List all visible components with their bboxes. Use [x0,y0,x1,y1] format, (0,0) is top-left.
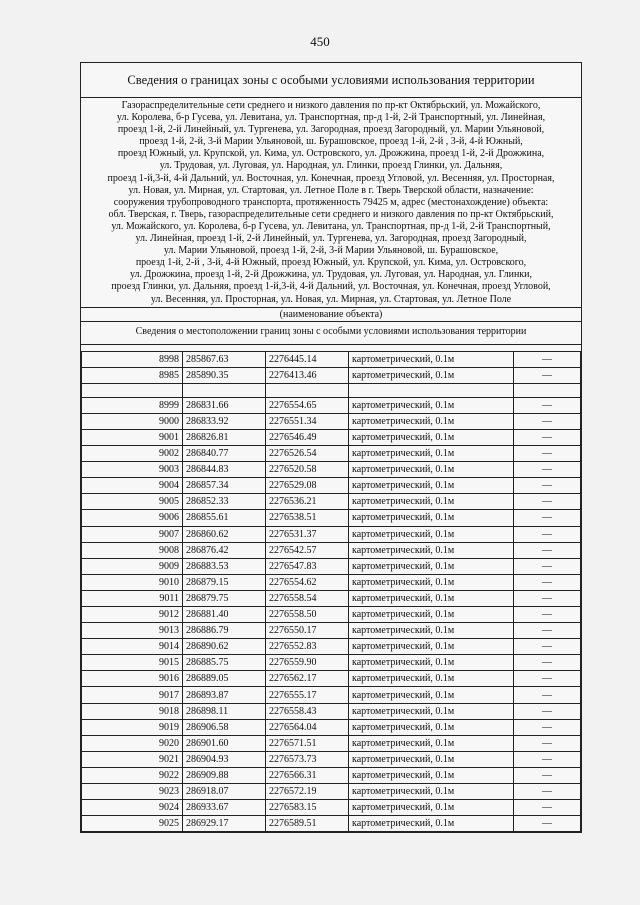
x-coordinate-cell: 286879.15 [183,574,266,590]
accuracy-cell: — [514,542,581,558]
description-line: проезд 1-й, 2-й, 3-й Марии Ульяновой, ш. Бурашовское, проезд 1-й, 2-й , 3-й, 4-й Южный, [139,136,523,148]
point-number-cell: 9007 [82,526,183,542]
point-number-cell: 9016 [82,671,183,687]
x-coordinate-cell: 286885.75 [183,655,266,671]
point-number-cell: 9001 [82,429,183,445]
y-coordinate-cell: 2276552.83 [266,639,349,655]
point-number-cell: 9011 [82,590,183,606]
table-row [82,397,581,413]
method-cell: картометрический, 0.1м [349,526,514,542]
method-cell: картометрический, 0.1м [349,397,514,413]
y-coordinate-cell: 2276546.49 [266,429,349,445]
x-coordinate-cell: 286860.62 [183,526,266,542]
document-frame [80,62,582,833]
method-cell: картометрический, 0.1м [349,462,514,478]
y-coordinate-cell: 2276531.37 [266,526,349,542]
table-row [82,574,581,590]
x-coordinate-cell: 286901.60 [183,735,266,751]
accuracy-cell: — [514,735,581,751]
x-coordinate-cell: 286886.79 [183,623,266,639]
accuracy-cell: — [514,367,581,383]
table-row [82,510,581,526]
method-cell: картометрический, 0.1м [349,446,514,462]
x-coordinate-cell: 286898.11 [183,703,266,719]
document-title: Сведения о границах зоны с особыми условиями использования территории [81,63,581,98]
y-coordinate-cell: 2276572.19 [266,784,349,800]
point-number-cell: 9018 [82,703,183,719]
method-cell: картометрический, 0.1м [349,590,514,606]
table-row [82,446,581,462]
point-number-cell: 9003 [82,462,183,478]
y-coordinate-cell: 2276551.34 [266,413,349,429]
x-coordinate-cell: 286929.17 [183,816,266,832]
description-line: обл. Тверская, г. Тверь, газораспределительные сети среднего и низкого давления по пр-кт Октябрьский, [108,208,554,220]
table-row [82,542,581,558]
x-coordinate-cell: 286840.77 [183,446,266,462]
method-cell: картометрический, 0.1м [349,367,514,383]
point-number-cell: 9012 [82,607,183,623]
method-cell: картометрический, 0.1м [349,687,514,703]
x-coordinate-cell: 286893.87 [183,687,266,703]
accuracy-cell: — [514,703,581,719]
x-coordinate-cell: 286844.83 [183,462,266,478]
y-coordinate-cell: 2276529.08 [266,478,349,494]
point-number-cell: 9014 [82,639,183,655]
accuracy-cell: — [514,655,581,671]
method-cell: картометрический, 0.1м [349,413,514,429]
y-coordinate-cell: 2276542.57 [266,542,349,558]
table-row [82,639,581,655]
x-coordinate-cell: 286933.67 [183,800,266,816]
accuracy-cell: — [514,574,581,590]
method-cell: картометрический, 0.1м [349,542,514,558]
y-coordinate-cell: 2276583.15 [266,800,349,816]
point-number-cell: 9020 [82,735,183,751]
empty-cell [349,383,514,397]
accuracy-cell: — [514,413,581,429]
point-number-cell: 9024 [82,800,183,816]
y-coordinate-cell: 2276564.04 [266,719,349,735]
y-coordinate-cell: 2276571.51 [266,735,349,751]
point-number-cell: 9004 [82,478,183,494]
table-row [82,671,581,687]
table-row [82,784,581,800]
description-line: Газораспределительные сети среднего и низкого давления по пр-кт Октябрьский, ул. Можайского, [121,100,541,111]
x-coordinate-cell: 286857.34 [183,478,266,494]
point-number-cell: 9015 [82,655,183,671]
description-line: ул. Марии Ульяновой, проезд 1-й, 2-й, 3-й Марии Ульяновой, ш. Бурашовское, [163,245,499,257]
method-cell: картометрический, 0.1м [349,784,514,800]
method-cell: картометрический, 0.1м [349,735,514,751]
accuracy-cell: — [514,623,581,639]
accuracy-cell: — [514,784,581,800]
y-coordinate-cell: 2276566.31 [266,767,349,783]
x-coordinate-cell: 285890.35 [183,367,266,383]
x-coordinate-cell: 286889.05 [183,671,266,687]
y-coordinate-cell: 2276413.46 [266,367,349,383]
description-line: проезд Глинки, ул. Дальняя, проезд 1-й,3-й, 4-й Дальний, ул. Восточная, ул. Конечная, проезд Угловой, [111,281,551,293]
description-line: проезд 1-й,3-й, 4-й Дальний, ул. Восточная, ул. Конечная, проезд Угловой, ул. Весенняя, ул. Просторная, [107,172,555,184]
y-coordinate-cell: 2276538.51 [266,510,349,526]
method-cell: картометрический, 0.1м [349,510,514,526]
x-coordinate-cell: 286883.53 [183,558,266,574]
coordinates-table [81,351,581,833]
point-number-cell: 9006 [82,510,183,526]
method-cell: картометрический, 0.1м [349,558,514,574]
description-line: проезд Южный, ул. Крупской, ул. Кима, ул. Островского, ул. Дрожжина, проезд 1-й, 2-й Дрожжина, [117,148,545,160]
table-row [82,590,581,606]
method-cell: картометрический, 0.1м [349,351,514,367]
point-number-cell: 9022 [82,767,183,783]
table-row [82,735,581,751]
point-number-cell: 9000 [82,413,183,429]
table-row [82,413,581,429]
point-number-cell: 9010 [82,574,183,590]
method-cell: картометрический, 0.1м [349,494,514,510]
point-number-cell: 9005 [82,494,183,510]
method-cell: картометрический, 0.1м [349,607,514,623]
page-number: 450 [310,34,330,49]
x-coordinate-cell: 286909.88 [183,767,266,783]
description-line: ул. Королева, б-р Гусева, ул. Левитана, ул. Транспортная, пр-д 1-й, 2-й Транспортный, ул. Линейная, [116,112,546,124]
empty-cell [183,383,266,397]
y-coordinate-cell: 2276554.65 [266,397,349,413]
x-coordinate-cell: 286918.07 [183,784,266,800]
x-coordinate-cell: 286881.40 [183,607,266,623]
accuracy-cell: — [514,687,581,703]
accuracy-cell: — [514,510,581,526]
description-line: сооружения трубопроводного транспорта, протяженность 79425 м, адрес (местонахождение) объекта: [113,196,549,208]
y-coordinate-cell: 2276558.50 [266,607,349,623]
y-coordinate-cell: 2276445.14 [266,351,349,367]
point-number-cell: 8985 [82,367,183,383]
x-coordinate-cell: 286890.62 [183,639,266,655]
table-row [82,719,581,735]
method-cell: картометрический, 0.1м [349,574,514,590]
y-coordinate-cell: 2276547.83 [266,558,349,574]
method-cell: картометрический, 0.1м [349,751,514,767]
description-line: ул. Весенняя, ул. Просторная, ул. Новая, ул. Мирная, ул. Стартовая, ул. Летное Поле [150,293,512,305]
y-coordinate-cell: 2276536.21 [266,494,349,510]
x-coordinate-cell: 286879.75 [183,590,266,606]
accuracy-cell: — [514,751,581,767]
table-row [82,558,581,574]
accuracy-cell: — [514,446,581,462]
x-coordinate-cell: 285867.63 [183,351,266,367]
y-coordinate-cell: 2276573.73 [266,751,349,767]
table-row [82,462,581,478]
empty-cell [266,383,349,397]
method-cell: картометрический, 0.1м [349,429,514,445]
point-number-cell: 9013 [82,623,183,639]
x-coordinate-cell: 286904.93 [183,751,266,767]
table-row [82,655,581,671]
description-line: проезд 1-й, 2-й , 3-й, 4-й Южный, проезд Южный, ул. Крупской, ул. Кима, ул. Островского, [135,257,527,269]
x-coordinate-cell: 286855.61 [183,510,266,526]
accuracy-cell: — [514,767,581,783]
method-cell: картометрический, 0.1м [349,767,514,783]
table-row [82,816,581,832]
y-coordinate-cell: 2276526.54 [266,446,349,462]
method-cell: картометрический, 0.1м [349,703,514,719]
y-coordinate-cell: 2276555.17 [266,687,349,703]
y-coordinate-cell: 2276558.54 [266,590,349,606]
method-cell: картометрический, 0.1м [349,623,514,639]
accuracy-cell: — [514,671,581,687]
table-row [82,703,581,719]
accuracy-cell: — [514,816,581,832]
x-coordinate-cell: 286906.58 [183,719,266,735]
x-coordinate-cell: 286826.81 [183,429,266,445]
table-row [82,351,581,367]
accuracy-cell: — [514,478,581,494]
y-coordinate-cell: 2276520.58 [266,462,349,478]
accuracy-cell: — [514,429,581,445]
point-number-cell: 9023 [82,784,183,800]
accuracy-cell: — [514,719,581,735]
table-row [82,429,581,445]
location-heading: Сведения о местоположении границ зоны с особыми условиями использования территории [81,322,581,345]
table-row [82,494,581,510]
table-row [82,478,581,494]
point-number-cell: 9002 [82,446,183,462]
accuracy-cell: — [514,351,581,367]
y-coordinate-cell: 2276589.51 [266,816,349,832]
method-cell: картометрический, 0.1м [349,655,514,671]
accuracy-cell: — [514,397,581,413]
description-line: ул. Можайского, ул. Королева, б-р Гусева, ул. Левитана, ул. Транспортная, пр-д 1-й, 2-й Транспортный, [111,220,551,232]
y-coordinate-cell: 2276558.43 [266,703,349,719]
point-number-cell: 8999 [82,397,183,413]
point-number-cell: 9021 [82,751,183,767]
table-row [82,607,581,623]
table-row [82,767,581,783]
object-name-caption: (наименование объекта) [81,307,581,322]
table-row [82,367,581,383]
description-line: ул. Новая, ул. Мирная, ул. Стартовая, ул. Летное Поле в г. Тверь Тверской области, назначение: [128,184,534,196]
accuracy-cell: — [514,558,581,574]
method-cell: картометрический, 0.1м [349,719,514,735]
table-row [82,623,581,639]
method-cell: картометрический, 0.1м [349,478,514,494]
empty-cell [82,383,183,397]
table-row [82,687,581,703]
empty-separator-row [82,383,581,397]
y-coordinate-cell: 2276559.90 [266,655,349,671]
x-coordinate-cell: 286876.42 [183,542,266,558]
point-number-cell: 8998 [82,351,183,367]
point-number-cell: 9025 [82,816,183,832]
x-coordinate-cell: 286852.33 [183,494,266,510]
method-cell: картометрический, 0.1м [349,816,514,832]
y-coordinate-cell: 2276562.17 [266,671,349,687]
accuracy-cell: — [514,800,581,816]
object-description [81,98,581,307]
accuracy-cell: — [514,639,581,655]
accuracy-cell: — [514,526,581,542]
method-cell: картометрический, 0.1м [349,639,514,655]
point-number-cell: 9019 [82,719,183,735]
x-coordinate-cell: 286833.92 [183,413,266,429]
accuracy-cell: — [514,607,581,623]
description-line: ул. Дрожжина, проезд 1-й, 2-й Дрожжина, ул. Трудовая, ул. Луговая, ул. Народная, ул. Глинки, [129,269,533,281]
description-line: проезд 1-й, 2-й Линейный, ул. Тургенева, ул. Загородная, проезд Загородный, ул. Марии Ульяновой, [117,124,545,136]
point-number-cell: 9009 [82,558,183,574]
y-coordinate-cell: 2276550.17 [266,623,349,639]
point-number-cell: 9017 [82,687,183,703]
description-line: ул. Трудовая, ул. Луговая, ул. Народная, ул. Глинки, проезд Глинки, ул. Дальняя, [159,160,503,172]
y-coordinate-cell: 2276554.62 [266,574,349,590]
table-row [82,526,581,542]
x-coordinate-cell: 286831.66 [183,397,266,413]
method-cell: картометрический, 0.1м [349,800,514,816]
table-row [82,751,581,767]
method-cell: картометрический, 0.1м [349,671,514,687]
empty-cell [514,383,581,397]
accuracy-cell: — [514,494,581,510]
accuracy-cell: — [514,590,581,606]
table-row [82,800,581,816]
point-number-cell: 9008 [82,542,183,558]
description-line: ул. Линейная, проезд 1-й, 2-й Линейный, ул. Тургенева, ул. Загородная, проезд Загородный, [135,233,527,245]
accuracy-cell: — [514,462,581,478]
